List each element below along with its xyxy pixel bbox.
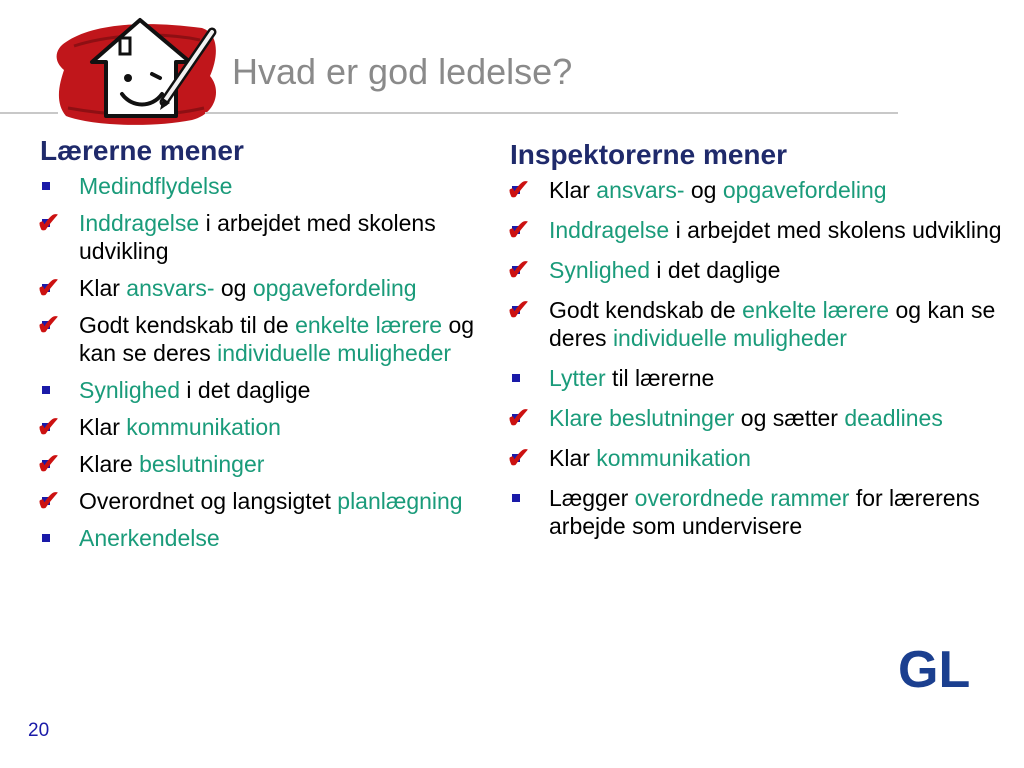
- title-divider: [205, 112, 898, 114]
- item-text: og kan se deres: [549, 297, 996, 351]
- highlight-text: deadlines: [844, 405, 943, 431]
- check-mark-icon: ✔: [506, 173, 532, 208]
- highlight-text: Lytter: [549, 365, 606, 391]
- item-text: i det daglige: [180, 377, 311, 403]
- square-bullet-icon: [42, 534, 50, 542]
- check-mark-icon: ✔: [36, 308, 62, 343]
- check-mark-icon: ✔: [506, 441, 532, 476]
- highlight-text: kommunikation: [126, 414, 281, 440]
- check-mark-icon: ✔: [506, 293, 532, 328]
- inspectors-list: [506, 173, 1015, 540]
- item-text: Klar: [549, 177, 597, 203]
- house-smiley-pencil-icon: [52, 12, 224, 130]
- highlight-text: kommunikation: [596, 445, 751, 471]
- check-mark-icon: ✔: [506, 253, 532, 288]
- highlight-text: Anerkendelse: [79, 525, 220, 551]
- highlight-text: planlægning: [337, 488, 463, 514]
- item-text: i det daglige: [650, 257, 781, 283]
- list-item: [506, 173, 1015, 208]
- highlight-text: Klare beslutninger: [549, 405, 735, 431]
- list-item: [506, 441, 1015, 476]
- check-mark-icon: ✔: [36, 410, 62, 445]
- list-item: [506, 253, 1015, 288]
- list-item: [40, 376, 502, 404]
- highlight-text: Inddragelse: [79, 210, 200, 236]
- item-text: til lærerne: [605, 365, 715, 391]
- item-text: Lægger: [549, 485, 635, 511]
- page-title: Hvad er god ledelse?: [232, 51, 573, 92]
- square-bullet-icon: [42, 386, 50, 394]
- check-mark-icon: ✔: [506, 213, 532, 248]
- square-bullet-icon: [512, 494, 520, 502]
- list-item: [36, 410, 502, 445]
- item-text: og: [214, 275, 253, 301]
- brand-wordmark: GL: [898, 645, 971, 691]
- item-text: og kan se deres: [79, 312, 475, 366]
- item-text: i arbejdet med skolens udvikling: [669, 217, 1002, 243]
- gl-brand-logo: [898, 645, 994, 696]
- highlight-text: opgavefordeling: [252, 275, 417, 301]
- title-divider-left: [0, 112, 58, 114]
- item-text: i arbejdet med skolens udvikling: [79, 210, 436, 264]
- item-text: Klar: [549, 445, 597, 471]
- column-heading-teachers: Lærerne mener: [40, 135, 244, 166]
- item-text: for lærerens arbejde som undervisere: [549, 485, 980, 539]
- teachers-list: [36, 172, 502, 552]
- check-mark-icon: ✔: [506, 401, 532, 436]
- list-item: [506, 401, 1015, 436]
- check-mark-icon: ✔: [36, 447, 62, 482]
- list-item: [36, 447, 502, 482]
- list-item: [506, 293, 1015, 352]
- page-number: 20: [28, 720, 50, 741]
- item-text: Godt kendskab til de: [79, 312, 296, 338]
- highlight-text: enkelte lærere: [742, 297, 890, 323]
- item-text: og sætter: [734, 405, 845, 431]
- check-mark-icon: ✔: [36, 484, 62, 519]
- column-heading-inspectors: Inspektorerne mener: [510, 139, 787, 170]
- item-text: og: [684, 177, 723, 203]
- highlight-text: Synlighed: [79, 377, 181, 403]
- highlight-text: individuelle muligheder: [612, 325, 847, 351]
- highlight-text: ansvars-: [596, 177, 685, 203]
- list-item: [510, 484, 1015, 540]
- highlight-text: individuelle muligheder: [217, 340, 452, 366]
- item-text: Klar: [79, 414, 127, 440]
- item-text: Godt kendskab de: [549, 297, 743, 323]
- list-item: [40, 172, 502, 200]
- list-item: [506, 213, 1015, 248]
- check-mark-icon: ✔: [36, 206, 62, 241]
- square-bullet-icon: [42, 182, 50, 190]
- highlight-text: overordnede rammer: [634, 485, 850, 511]
- list-item: [36, 206, 502, 265]
- highlight-text: Medindflydelse: [79, 173, 233, 199]
- list-item: [36, 271, 502, 306]
- highlight-text: opgavefordeling: [722, 177, 887, 203]
- highlight-text: Inddragelse: [549, 217, 670, 243]
- highlight-text: beslutninger: [139, 451, 265, 477]
- square-bullet-icon: [512, 374, 520, 382]
- highlight-text: Synlighed: [549, 257, 651, 283]
- check-mark-icon: ✔: [36, 271, 62, 306]
- item-text: Overordnet og langsigtet: [79, 488, 338, 514]
- list-item: [40, 524, 502, 552]
- list-item: [36, 308, 502, 367]
- highlight-text: ansvars-: [126, 275, 215, 301]
- inspectors-column: [506, 138, 1015, 552]
- item-text: Klare: [79, 451, 140, 477]
- highlight-text: enkelte lærere: [295, 312, 443, 338]
- teachers-column: [36, 134, 502, 561]
- list-item: [36, 484, 502, 519]
- item-text: Klar: [79, 275, 127, 301]
- list-item: [510, 364, 1015, 392]
